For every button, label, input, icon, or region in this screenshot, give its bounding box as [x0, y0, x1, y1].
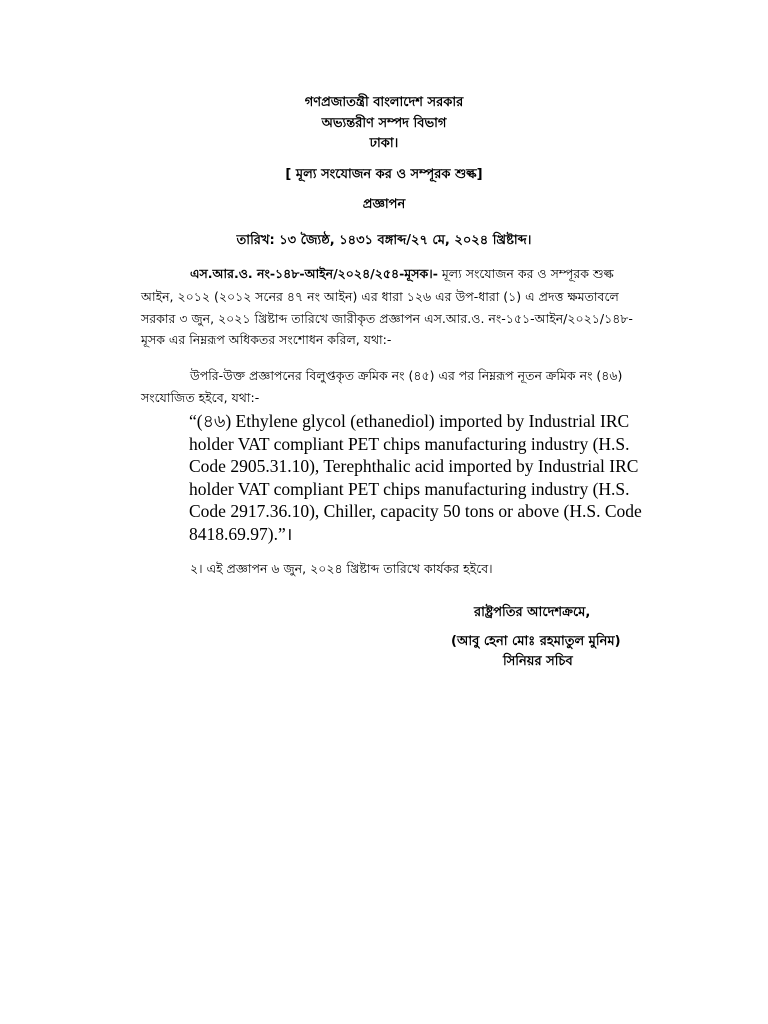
paragraph1-line1 [190, 265, 614, 283]
quote-line: “(৪৬) Ethylene glycol (ethanediol) imported by Industrial IRC [189, 411, 630, 431]
paragraph1-line2: আইন, ২০১২ (২০১২ সনের ৪৭ নং আইন) এর ধারা ১২৬ এর উপ-ধারা (১) এ প্রদত্ত ক্ষমতাবলে [141, 289, 619, 304]
quote-line: Code 2905.31.10), Terephthalic acid imported by Industrial IRC [189, 456, 639, 476]
header-division: অভ্যন্তরীণ সম্পদ বিভাগ [321, 116, 447, 131]
paragraph2-line2: সংযোজিত হইবে, যথা:- [141, 390, 260, 405]
document-type: প্রজ্ঞাপন [362, 197, 406, 212]
signature-order: রাষ্ট্রপতির আদেশক্রমে, [474, 605, 591, 620]
paragraph2-line1: উপরি-উক্ত প্রজ্ঞাপনের বিলুপ্তকৃত ক্রমিক নং (৪৫) এর পর নিম্নরূপ নূতন ক্রমিক নং (৪৬) [190, 368, 623, 383]
quote-line: 8418.69.97).”। [189, 524, 293, 544]
quote-line: holder VAT compliant PET chips manufacturing industry (H.S. [189, 434, 630, 454]
paragraph1-line4: মূসক এর নিম্নরূপ অধিকতর সংশোধন করিল, যথা:- [141, 332, 392, 347]
header-government: গণপ্রজাতন্ত্রী বাংলাদেশ সরকার [304, 95, 464, 110]
document-date: তারিখ: ১৩ জ্যৈষ্ঠ, ১৪৩১ বঙ্গাব্দ/২৭ মে, ২০২৪ খ্রিষ্টাব্দ। [236, 233, 532, 248]
header-subject: [ মূল্য সংযোজন কর ও সম্পূরক শুল্ক] [285, 167, 483, 182]
paragraph1-line1-rest: মূল্য সংযোজন কর ও সম্পূরক শুল্ক [437, 266, 614, 281]
paragraph1-line3: সরকার ৩ জুন, ২০২১ খ্রিষ্টাব্দ তারিখে জারীকৃত প্রজ্ঞাপন এস.আর.ও. নং-১৫১-আইন/২০২১/১৪৮- [141, 311, 633, 326]
quote-line: Code 2917.36.10), Chiller, capacity 50 tons or above (H.S. Code [189, 501, 642, 521]
header-city: ঢাকা। [369, 136, 399, 151]
paragraph3: ২। এই প্রজ্ঞাপন ৬ জুন, ২০২৪ খ্রিষ্টাব্দ তারিখে কার্যকর হইবে। [190, 561, 493, 576]
quote-line: holder VAT compliant PET chips manufacturing industry (H.S. [189, 479, 630, 499]
sro-number: এস.আর.ও. নং-১৪৮-আইন/২০২৪/২৫৪-মূসক।- [190, 266, 438, 281]
signature-title: সিনিয়র সচিব [503, 654, 573, 669]
signature-name: (আবু হেনা মোঃ রহমাতুল মুনিম) [451, 634, 621, 649]
